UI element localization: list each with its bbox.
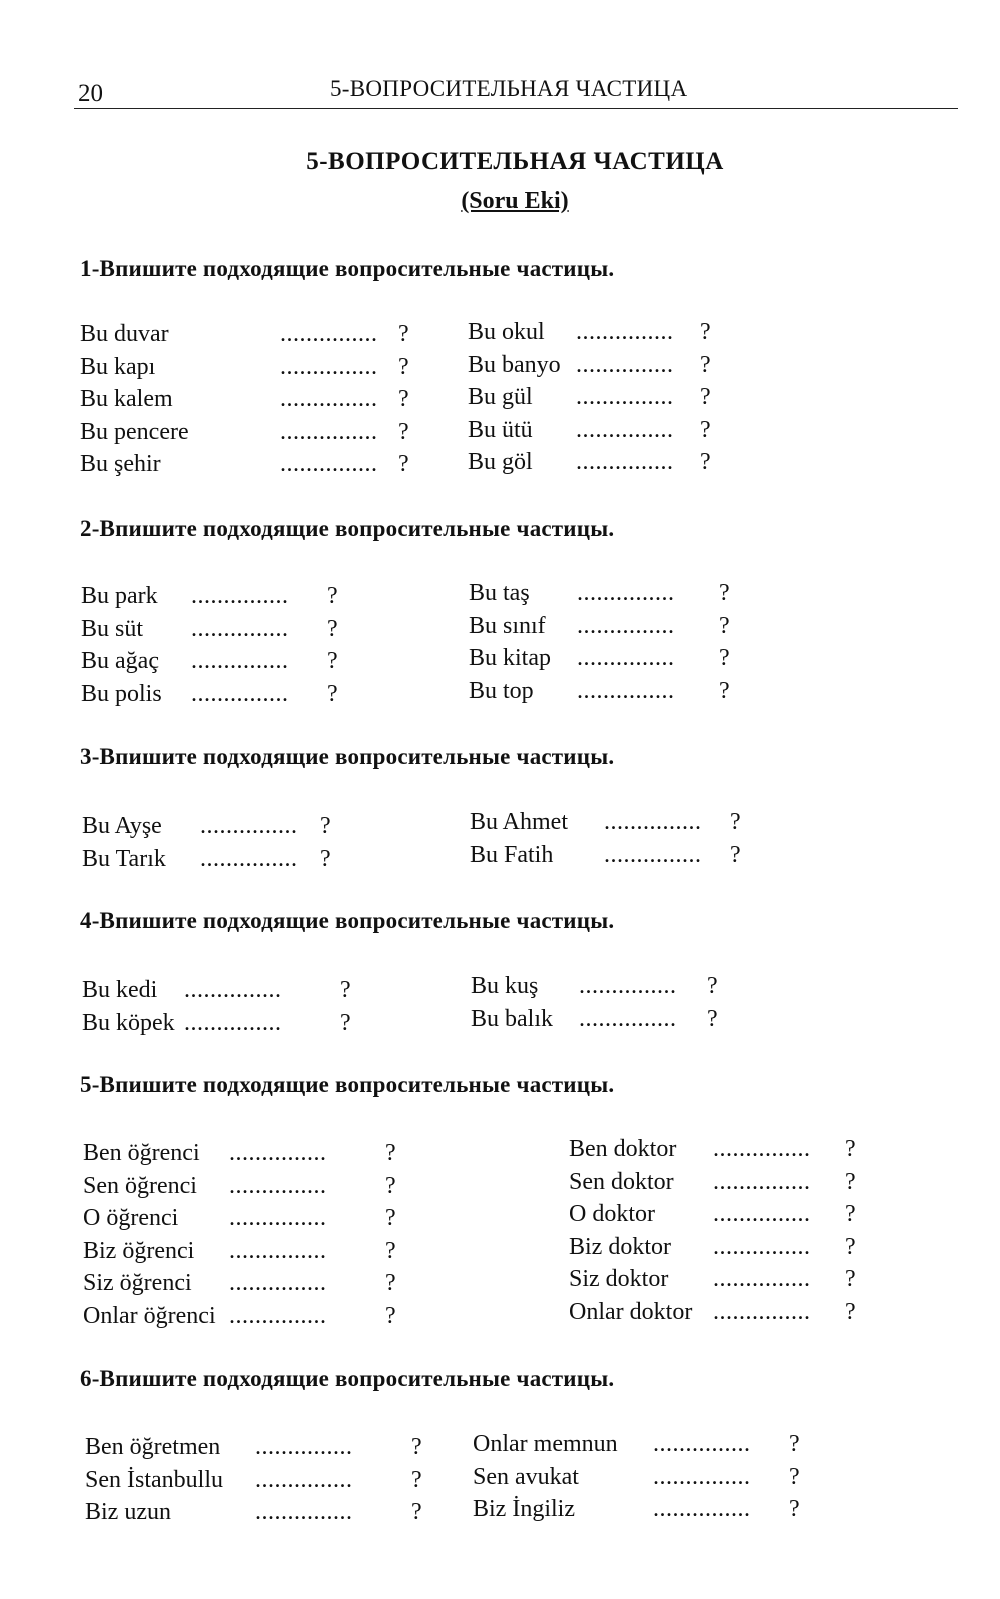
exercise-2-left-column [81, 580, 441, 710]
answer-blank: ............... [184, 1009, 282, 1036]
exercise-item [473, 1428, 873, 1461]
exercise-5-heading: 5-Впишите подходящие вопросительные частицы. [80, 1072, 615, 1097]
exercise-item [569, 1263, 989, 1296]
question-mark: ? [320, 813, 331, 839]
exercise-2-right-column [469, 577, 829, 707]
exercise-3-right-column [470, 806, 830, 871]
exercise-item [468, 316, 828, 349]
answer-blank: ............... [255, 1466, 353, 1493]
question-mark: ? [385, 1302, 396, 1329]
exercise-item [83, 1137, 503, 1170]
exercise-item [471, 1003, 831, 1036]
answer-blank: ............... [280, 386, 378, 413]
answer-blank: ............... [604, 809, 702, 835]
exercise-item-text: Bu taş [469, 580, 530, 606]
exercise-item-text: Biz İngiliz [473, 1496, 575, 1523]
exercise-item [80, 383, 440, 416]
exercise-item [469, 675, 829, 708]
question-mark: ? [411, 1499, 422, 1526]
exercise-item [82, 810, 442, 843]
exercise-item [569, 1133, 989, 1166]
answer-blank: ............... [579, 1005, 677, 1032]
exercise-item-text: Bu Ayşe [82, 813, 162, 839]
question-mark: ? [398, 418, 409, 445]
exercise-item-text: Onlar memnun [473, 1431, 618, 1457]
exercise-item [80, 448, 440, 481]
answer-blank: ............... [713, 1266, 811, 1293]
chapter-title: 5-ВОПРОСИТЕЛЬНАЯ ЧАСТИЦА [306, 148, 724, 175]
exercise-item-text: Bu Ahmet [470, 809, 569, 835]
exercise-item [569, 1296, 989, 1329]
exercise-item-text: Bu göl [468, 449, 533, 476]
exercise-1-left-column [80, 318, 440, 481]
answer-blank: ............... [653, 1496, 751, 1523]
question-mark: ? [730, 841, 741, 868]
exercise-item-text: Onlar doktor [569, 1298, 693, 1325]
question-mark: ? [700, 416, 711, 443]
exercise-item-text: Bu polis [81, 680, 162, 707]
exercise-item [80, 318, 440, 351]
answer-blank: ............... [200, 845, 298, 872]
answer-blank: ............... [229, 1270, 327, 1297]
exercise-item-text: Bu kalem [80, 386, 173, 413]
exercise-item-text: Bu gül [468, 384, 533, 411]
answer-blank: ............... [255, 1434, 353, 1460]
exercise-item [81, 580, 441, 613]
question-mark: ? [789, 1431, 800, 1457]
answer-blank: ............... [229, 1237, 327, 1264]
answer-blank: ............... [713, 1201, 811, 1228]
exercise-item-text: Sen avukat [473, 1463, 579, 1490]
exercise-item [468, 349, 828, 382]
exercise-item-text: O doktor [569, 1201, 655, 1228]
exercise-item [469, 642, 829, 675]
question-mark: ? [411, 1466, 422, 1493]
exercise-item-text: Bu kitap [469, 645, 551, 672]
exercise-item [82, 843, 442, 876]
question-mark: ? [789, 1496, 800, 1523]
answer-blank: ............... [280, 451, 378, 478]
question-mark: ? [398, 321, 409, 347]
question-mark: ? [707, 1005, 718, 1032]
exercise-item [85, 1496, 485, 1529]
answer-blank: ............... [576, 449, 674, 476]
exercise-4-right-column [471, 970, 831, 1035]
exercise-item-text: Bu kedi [82, 977, 158, 1003]
answer-blank: ............... [191, 583, 289, 609]
exercise-item-text: Bu Tarık [82, 845, 166, 872]
exercise-item [468, 446, 828, 479]
exercise-item-text: Bu duvar [80, 321, 169, 347]
exercise-item [468, 414, 828, 447]
question-mark: ? [398, 386, 409, 413]
answer-blank: ............... [229, 1302, 327, 1329]
answer-blank: ............... [229, 1140, 327, 1166]
answer-blank: ............... [713, 1233, 811, 1260]
question-mark: ? [385, 1270, 396, 1297]
answer-blank: ............... [653, 1431, 751, 1457]
exercise-item [81, 613, 441, 646]
answer-blank: ............... [576, 384, 674, 411]
question-mark: ? [845, 1201, 856, 1228]
exercise-1-heading: 1-Впишите подходящие вопросительные частицы. [80, 256, 615, 281]
question-mark: ? [700, 449, 711, 476]
answer-blank: ............... [184, 977, 282, 1003]
question-mark: ? [845, 1266, 856, 1293]
exercise-item [468, 381, 828, 414]
question-mark: ? [327, 615, 338, 642]
exercise-item [80, 351, 440, 384]
exercise-item [83, 1170, 503, 1203]
answer-blank: ............... [576, 319, 674, 345]
exercise-item [569, 1166, 989, 1199]
exercise-item-text: Bu balık [471, 1005, 553, 1032]
exercise-5-right-column [569, 1133, 989, 1329]
exercise-item-text: Sen İstanbullu [85, 1466, 223, 1493]
exercise-3-left-column [82, 810, 442, 875]
running-header [74, 76, 958, 109]
answer-blank: ............... [713, 1168, 811, 1195]
exercise-4-left-column [82, 974, 442, 1039]
exercise-item [569, 1231, 989, 1264]
exercise-item [82, 1007, 442, 1040]
answer-blank: ............... [280, 418, 378, 445]
exercise-item [82, 974, 442, 1007]
question-mark: ? [320, 845, 331, 872]
exercise-item-text: Siz öğrenci [83, 1270, 192, 1297]
exercise-item [81, 678, 441, 711]
exercise-item-text: Bu ağaç [81, 648, 159, 675]
exercise-item-text: Siz doktor [569, 1266, 669, 1293]
answer-blank: ............... [653, 1463, 751, 1490]
exercise-item-text: Bu Fatih [470, 841, 554, 868]
question-mark: ? [398, 353, 409, 380]
exercise-item-text: Bu okul [468, 319, 545, 345]
exercise-item [83, 1235, 503, 1268]
answer-blank: ............... [604, 841, 702, 868]
running-title: 5-ВОПРОСИТЕЛЬНАЯ ЧАСТИЦА [330, 76, 688, 101]
exercise-item-text: Bu sınıf [469, 612, 546, 639]
exercise-5-left-column [83, 1137, 503, 1333]
exercise-item-text: Ben doktor [569, 1136, 677, 1162]
answer-blank: ............... [255, 1499, 353, 1526]
question-mark: ? [398, 451, 409, 478]
exercise-item [81, 645, 441, 678]
exercise-item-text: Bu top [469, 677, 534, 704]
question-mark: ? [385, 1140, 396, 1166]
question-mark: ? [385, 1172, 396, 1199]
exercise-item [85, 1431, 485, 1464]
question-mark: ? [707, 973, 718, 999]
exercise-item-text: Bu park [81, 583, 158, 609]
exercise-item-text: Bu kapı [80, 353, 156, 380]
exercise-item [469, 577, 829, 610]
exercise-item [470, 839, 830, 872]
question-mark: ? [719, 677, 730, 704]
answer-blank: ............... [713, 1298, 811, 1325]
question-mark: ? [340, 1009, 351, 1036]
answer-blank: ............... [577, 677, 675, 704]
question-mark: ? [700, 351, 711, 378]
answer-blank: ............... [229, 1205, 327, 1232]
question-mark: ? [730, 809, 741, 835]
exercise-item-text: Sen doktor [569, 1168, 674, 1195]
exercise-item [473, 1461, 873, 1494]
answer-blank: ............... [576, 351, 674, 378]
exercise-item-text: Ben öğretmen [85, 1434, 221, 1460]
question-mark: ? [700, 319, 711, 345]
question-mark: ? [327, 680, 338, 707]
answer-blank: ............... [191, 680, 289, 707]
exercise-item [471, 970, 831, 1003]
exercise-item [473, 1493, 873, 1526]
exercise-item [470, 806, 830, 839]
answer-blank: ............... [577, 580, 675, 606]
answer-blank: ............... [577, 645, 675, 672]
question-mark: ? [845, 1136, 856, 1162]
answer-blank: ............... [280, 321, 378, 347]
exercise-item-text: Onlar öğrenci [83, 1302, 216, 1329]
exercise-item-text: Bu köpek [82, 1009, 175, 1036]
answer-blank: ............... [280, 353, 378, 380]
question-mark: ? [385, 1205, 396, 1232]
exercise-3-heading: 3-Впишите подходящие вопросительные частицы. [80, 744, 615, 769]
exercise-item-text: Bu banyo [468, 351, 561, 378]
exercise-item [83, 1267, 503, 1300]
answer-blank: ............... [191, 615, 289, 642]
answer-blank: ............... [713, 1136, 811, 1162]
question-mark: ? [845, 1168, 856, 1195]
exercise-4-heading: 4-Впишите подходящие вопросительные частицы. [80, 908, 615, 933]
question-mark: ? [719, 612, 730, 639]
exercise-item [469, 610, 829, 643]
exercise-item-text: Bu ütü [468, 416, 533, 443]
exercise-2-heading: 2-Впишите подходящие вопросительные частицы. [80, 516, 615, 541]
question-mark: ? [719, 645, 730, 672]
exercise-item-text: Sen öğrenci [83, 1172, 197, 1199]
answer-blank: ............... [229, 1172, 327, 1199]
question-mark: ? [719, 580, 730, 606]
exercise-item-text: Biz doktor [569, 1233, 671, 1260]
page-number: 20 [78, 80, 103, 107]
chapter-subtitle: (Soru Eki) [461, 188, 569, 214]
exercise-item [569, 1198, 989, 1231]
question-mark: ? [411, 1434, 422, 1460]
exercise-1-right-column [468, 316, 828, 479]
question-mark: ? [845, 1233, 856, 1260]
exercise-item [83, 1300, 503, 1333]
exercise-item-text: Ben öğrenci [83, 1140, 200, 1166]
exercise-item-text: Bu pencere [80, 418, 189, 445]
answer-blank: ............... [579, 973, 677, 999]
question-mark: ? [789, 1463, 800, 1490]
exercise-item-text: Biz öğrenci [83, 1237, 195, 1264]
exercise-item [85, 1464, 485, 1497]
question-mark: ? [845, 1298, 856, 1325]
exercise-item [80, 416, 440, 449]
answer-blank: ............... [577, 612, 675, 639]
answer-blank: ............... [191, 648, 289, 675]
exercise-6-heading: 6-Впишите подходящие вопросительные частицы. [80, 1366, 615, 1391]
exercise-item-text: Bu şehir [80, 451, 161, 478]
question-mark: ? [327, 648, 338, 675]
exercise-item-text: Bu kuş [471, 973, 539, 999]
question-mark: ? [327, 583, 338, 609]
exercise-item-text: O öğrenci [83, 1205, 179, 1232]
exercise-item [83, 1202, 503, 1235]
exercise-6-left-column [85, 1431, 485, 1529]
answer-blank: ............... [576, 416, 674, 443]
exercise-item-text: Biz uzun [85, 1499, 171, 1526]
question-mark: ? [700, 384, 711, 411]
question-mark: ? [340, 977, 351, 1003]
exercise-6-right-column [473, 1428, 873, 1526]
exercise-item-text: Bu süt [81, 615, 144, 642]
question-mark: ? [385, 1237, 396, 1264]
answer-blank: ............... [200, 813, 298, 839]
